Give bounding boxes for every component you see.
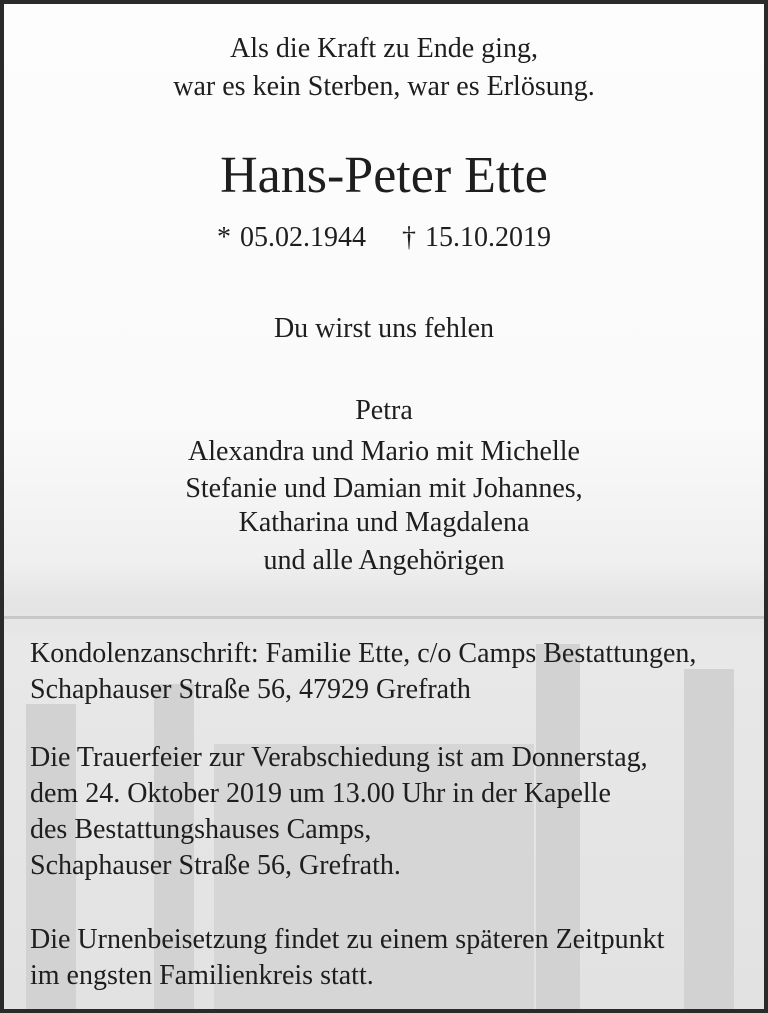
motto-line: war es kein Sterben, war es Erlösung. xyxy=(173,71,595,102)
birth-date: * 05.02.1944 xyxy=(217,222,366,253)
horizon-line xyxy=(4,616,764,619)
service-line: des Bestattungshauses Camps, xyxy=(30,814,372,845)
mourner: Katharina und Magdalena xyxy=(238,507,530,538)
deceased-name: Hans-Peter Ette xyxy=(220,147,548,204)
death-date: † 15.10.2019 xyxy=(402,222,551,253)
motto xyxy=(4,30,764,106)
urn-line: Die Urnenbeisetzung findet zu einem späteren Zeitpunkt xyxy=(30,924,665,955)
farewell-text: Du wirst uns fehlen xyxy=(273,313,495,344)
life-dates xyxy=(4,218,764,258)
service-line: dem 24. Oktober 2019 um 13.00 Uhr in der Kapelle xyxy=(30,778,611,809)
urn-burial-info xyxy=(30,922,754,994)
funeral-service-info xyxy=(30,740,754,884)
condolence-line: Schaphauser Straße 56, 47929 Grefrath xyxy=(30,674,471,705)
mourner: Alexandra und Mario mit Michelle xyxy=(188,436,580,467)
mourner: Petra xyxy=(355,395,413,426)
mourner: und alle Angehörigen xyxy=(263,545,505,576)
mourners-list xyxy=(4,390,764,581)
urn-line: im engsten Familienkreis statt. xyxy=(30,960,374,991)
motto-line: Als die Kraft zu Ende ging, xyxy=(230,33,538,64)
obituary-notice xyxy=(4,4,764,1009)
service-line: Die Trauerfeier zur Verabschiedung ist am Donnerstag, xyxy=(30,742,648,773)
mourner: Stefanie und Damian mit Johannes, xyxy=(185,473,583,504)
condolence-line: Kondolenzanschrift: Familie Ette, c/o Camps Bestattungen, xyxy=(30,638,697,669)
service-line: Schaphauser Straße 56, Grefrath. xyxy=(30,850,401,881)
condolence-address xyxy=(30,636,754,708)
